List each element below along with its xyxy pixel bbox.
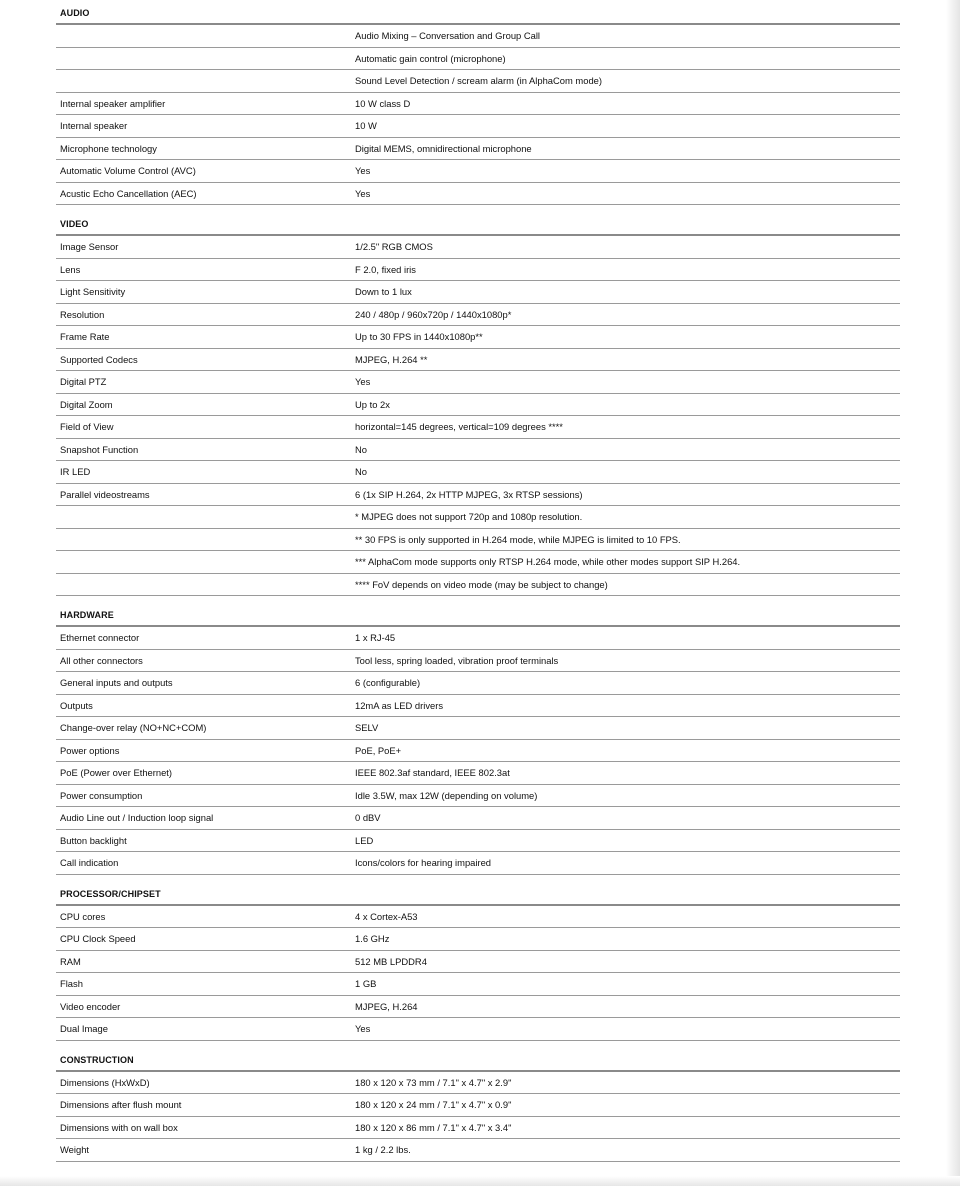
spec-row xyxy=(56,695,900,718)
spec-label: Power options xyxy=(60,744,120,756)
spec-label: CPU Clock Speed xyxy=(60,933,136,944)
spec-label: Flash xyxy=(60,978,83,989)
spec-label xyxy=(56,48,355,70)
spec-value: 180 x 120 x 24 mm / 7.1" x 4.7" x 0.9" xyxy=(355,1099,512,1110)
spec-value: PoE, PoE+ xyxy=(355,744,402,756)
spec-row xyxy=(56,906,900,929)
spec-label: Light Sensitivity xyxy=(60,286,126,297)
spec-label: Change-over relay (NO+NC+COM) xyxy=(60,722,207,733)
spec-row xyxy=(56,461,900,484)
spec-row xyxy=(56,371,900,394)
spec-label: Ethernet connector xyxy=(60,632,140,643)
spec-row xyxy=(56,115,900,138)
section-heading: HARDWARE xyxy=(56,602,900,627)
spec-row xyxy=(56,807,900,830)
spec-label: Power consumption xyxy=(60,789,143,801)
spec-label: Internal speaker xyxy=(60,120,128,131)
spec-value: 1.6 GHz xyxy=(355,933,390,944)
spec-value: *** AlphaCom mode supports only RTSP H.264 mode, while other modes support SIP H.264. xyxy=(355,556,741,567)
spec-label: Supported Codecs xyxy=(60,353,138,365)
spec-row xyxy=(56,1117,900,1140)
spec-label: Digital Zoom xyxy=(60,398,113,410)
spec-label: Acustic Echo Cancellation (AEC) xyxy=(60,187,197,199)
spec-label xyxy=(56,25,355,47)
spec-label xyxy=(56,529,355,551)
spec-row xyxy=(56,439,900,462)
spec-value: Audio Mixing – Conversation and Group Call xyxy=(355,30,540,41)
spec-value: horizontal=145 degrees, vertical=109 degrees **** xyxy=(355,421,563,432)
spec-row xyxy=(56,951,900,974)
spec-value: ** 30 FPS is only supported in H.264 mode, while MJPEG is limited to 10 FPS. xyxy=(355,533,681,545)
spec-row xyxy=(56,529,900,552)
spec-value: Yes xyxy=(355,187,371,199)
spec-value: 1 kg / 2.2 lbs. xyxy=(355,1144,411,1155)
spec-label: Digital PTZ xyxy=(60,376,107,387)
spec-row xyxy=(56,160,900,183)
spec-label: Dimensions after flush mount xyxy=(60,1099,182,1110)
spec-row xyxy=(56,48,900,71)
spec-row xyxy=(56,281,900,304)
spec-row xyxy=(56,740,900,763)
spec-label: Resolution xyxy=(60,308,105,320)
spec-value: No xyxy=(355,466,367,477)
spec-label: Parallel videostreams xyxy=(60,488,150,500)
spec-value: Automatic gain control (microphone) xyxy=(355,52,506,64)
spec-label: Dimensions (HxWxD) xyxy=(60,1076,150,1088)
spec-label: General inputs and outputs xyxy=(60,677,173,688)
spec-row xyxy=(56,928,900,951)
spec-label: Dual Image xyxy=(60,1023,108,1034)
spec-value: 6 (configurable) xyxy=(355,677,421,688)
spec-row xyxy=(56,138,900,161)
spec-row xyxy=(56,627,900,650)
spec-value: 240 / 480p / 960x720p / 1440x1080p* xyxy=(355,308,512,320)
spec-value: Up to 2x xyxy=(355,398,390,410)
spec-value: **** FoV depends on video mode (may be subject to change) xyxy=(355,578,608,590)
spec-value: Yes xyxy=(355,1023,371,1034)
spec-row xyxy=(56,996,900,1019)
section-heading: PROCESSOR/CHIPSET xyxy=(56,881,900,906)
spec-row xyxy=(56,1018,900,1041)
section-heading: CONSTRUCTION xyxy=(56,1047,900,1072)
spec-row xyxy=(56,506,900,529)
spec-label: Snapshot Function xyxy=(60,443,139,455)
spec-value: Up to 30 FPS in 1440x1080p** xyxy=(355,331,483,342)
spec-label: Lens xyxy=(60,263,81,275)
spec-row xyxy=(56,1139,900,1162)
spec-value: Sound Level Detection / scream alarm (in AlphaCom mode) xyxy=(355,75,602,86)
spec-value: Tool less, spring loaded, vibration proof terminals xyxy=(355,654,559,666)
spec-label xyxy=(56,70,355,92)
spec-value: 180 x 120 x 73 mm / 7.1" x 4.7" x 2.9" xyxy=(355,1076,512,1088)
spec-value: 1 x RJ-45 xyxy=(355,632,396,643)
spec-label: Button backlight xyxy=(60,834,127,846)
spec-value: LED xyxy=(355,834,374,846)
section-heading: VIDEO xyxy=(56,211,900,236)
page-bottom-shadow xyxy=(0,1176,960,1186)
spec-row xyxy=(56,416,900,439)
spec-label: Weight xyxy=(60,1144,90,1155)
spec-label xyxy=(56,574,355,596)
spec-row xyxy=(56,551,900,574)
spec-row xyxy=(56,349,900,372)
spec-value: 12mA as LED drivers xyxy=(355,699,444,711)
spec-label: Call indication xyxy=(60,857,119,868)
spec-label: PoE (Power over Ethernet) xyxy=(60,767,173,778)
spec-value: Digital MEMS, omnidirectional microphone xyxy=(355,142,532,154)
spec-label: Outputs xyxy=(60,699,93,711)
spec-value: 1 GB xyxy=(355,978,377,989)
spec-value: 0 dBV xyxy=(355,812,381,823)
spec-value: 1/2.5" RGB CMOS xyxy=(355,241,433,252)
spec-row xyxy=(56,1072,900,1095)
spec-row xyxy=(56,93,900,116)
spec-value: F 2.0, fixed iris xyxy=(355,263,416,275)
spec-row xyxy=(56,852,900,875)
spec-label: Microphone technology xyxy=(60,142,157,154)
spec-value: 180 x 120 x 86 mm / 7.1" x 4.7" x 3.4" xyxy=(355,1121,512,1133)
spec-value: 10 W xyxy=(355,120,377,131)
spec-value: Down to 1 lux xyxy=(355,286,412,297)
spec-value: MJPEG, H.264 xyxy=(355,1000,418,1012)
spec-label: IR LED xyxy=(60,466,91,477)
spec-label: Image Sensor xyxy=(60,241,119,252)
section-heading: AUDIO xyxy=(56,0,900,25)
spec-value: IEEE 802.3af standard, IEEE 802.3at xyxy=(355,767,510,778)
spec-label: All other connectors xyxy=(60,654,143,666)
spec-row xyxy=(56,785,900,808)
spec-row xyxy=(56,830,900,853)
spec-row xyxy=(56,394,900,417)
spec-label: Field of View xyxy=(60,421,114,432)
spec-value: SELV xyxy=(355,722,379,733)
spec-row xyxy=(56,717,900,740)
spec-label: Dimensions with on wall box xyxy=(60,1121,178,1133)
spec-value: 4 x Cortex-A53 xyxy=(355,910,418,922)
spec-row xyxy=(56,574,900,597)
spec-row xyxy=(56,672,900,695)
spec-value: 6 (1x SIP H.264, 2x HTTP MJPEG, 3x RTSP sessions) xyxy=(355,488,583,500)
spec-label xyxy=(56,551,355,573)
spec-row xyxy=(56,183,900,206)
spec-label xyxy=(56,506,355,528)
spec-row xyxy=(56,973,900,996)
spec-row xyxy=(56,762,900,785)
spec-row xyxy=(56,25,900,48)
spec-value: * MJPEG does not support 720p and 1080p resolution. xyxy=(355,511,583,522)
spec-value: Yes xyxy=(355,165,371,176)
spec-value: 10 W class D xyxy=(355,97,411,109)
spec-row xyxy=(56,1094,900,1117)
spec-label: CPU cores xyxy=(60,910,106,922)
spec-value: Yes xyxy=(355,376,371,387)
spec-row xyxy=(56,326,900,349)
spec-row xyxy=(56,484,900,507)
spec-row xyxy=(56,236,900,259)
spec-value: 512 MB LPDDR4 xyxy=(355,955,427,967)
spec-value: Icons/colors for hearing impaired xyxy=(355,857,492,868)
spec-label: Frame Rate xyxy=(60,331,110,342)
spec-table xyxy=(56,0,900,1162)
spec-label: Video encoder xyxy=(60,1000,121,1012)
spec-label: RAM xyxy=(60,955,81,967)
spec-label: Audio Line out / Induction loop signal xyxy=(60,812,214,823)
spec-label: Automatic Volume Control (AVC) xyxy=(60,165,196,176)
spec-row xyxy=(56,650,900,673)
spec-value: MJPEG, H.264 ** xyxy=(355,353,428,365)
spec-value: No xyxy=(355,443,367,455)
page-edge-shadow xyxy=(946,0,960,1186)
spec-value: Idle 3.5W, max 12W (depending on volume) xyxy=(355,789,538,801)
spec-row xyxy=(56,259,900,282)
spec-label: Internal speaker amplifier xyxy=(60,97,166,109)
spec-row xyxy=(56,304,900,327)
spec-row xyxy=(56,70,900,93)
